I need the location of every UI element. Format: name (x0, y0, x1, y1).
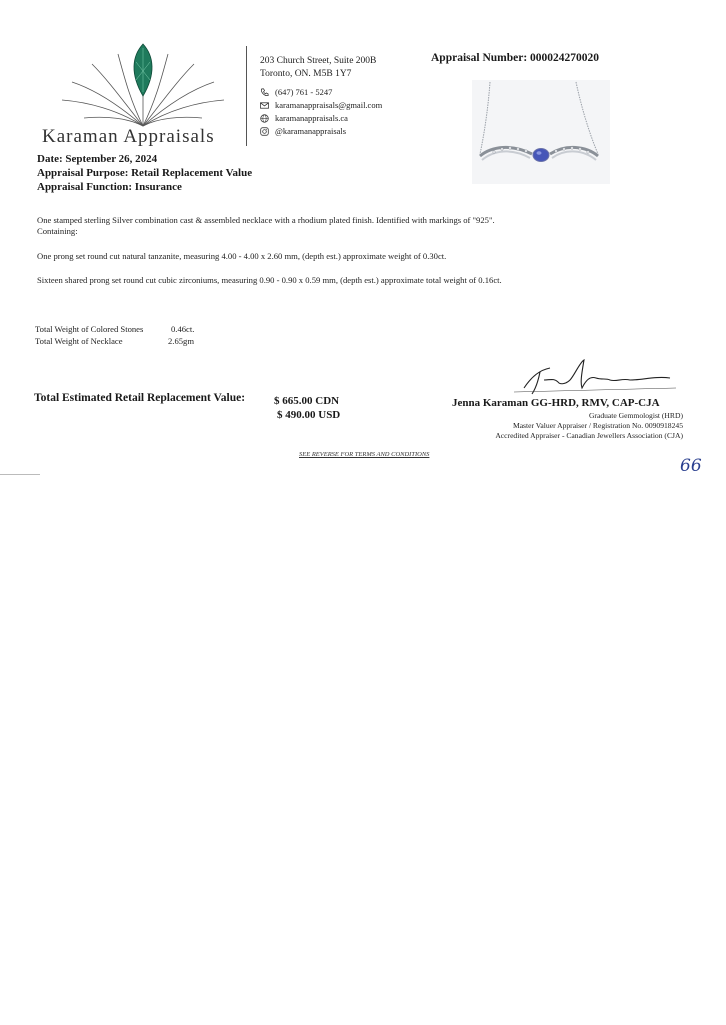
signer-title-2: Master Valuer Appraiser / Registration No. 0090918245 (512, 421, 683, 430)
appraisal-number: Appraisal Number: 000024270020 (431, 52, 600, 64)
total-value-usd: $ 490.00 USD (277, 409, 341, 421)
necklace-photo (472, 80, 610, 184)
appraisal-function: Appraisal Function: Insurance (37, 181, 182, 193)
colored-stones-weight-value: 0.46ct. (171, 324, 195, 334)
contact-phone: (647) 761 - 5247 (260, 87, 332, 97)
signer-title-1: Graduate Gemmologist (HRD) (588, 411, 683, 420)
globe-icon (260, 114, 269, 123)
contact-instagram: @karamanappraisals (260, 126, 346, 136)
total-value-label: Total Estimated Retail Replacement Value: (34, 392, 246, 404)
contact-web: karamanappraisals.ca (260, 113, 348, 123)
appraisal-date: Date: September 26, 2024 (37, 153, 158, 165)
description-line-1: One stamped sterling Silver combination cast & assembled necklace with a rhodium plated finish. Identified with markings of "925". (37, 215, 495, 225)
description-line-2: Containing: (37, 226, 78, 236)
logo-artwork (58, 40, 228, 128)
address-line-1: 203 Church Street, Suite 200B (260, 56, 377, 66)
description-line-4: Sixteen shared prong set round cut cubic zirconiums, measuring 0.90 - 0.90 x 0.59 mm, (depth est.) approximate total weight of 0.16ct. (37, 275, 502, 285)
signature (510, 358, 680, 398)
page-edge-line (0, 474, 40, 475)
contact-email: karamanappraisals@gmail.com (260, 100, 382, 110)
signer-name: Jenna Karaman GG-HRD, RMV, CAP-CJA (452, 397, 660, 409)
tanzanite-stone (533, 149, 549, 162)
handwritten-mark: 66 (680, 456, 702, 476)
necklace-weight-value: 2.65gm (168, 336, 195, 346)
terms-footer: SEE REVERSE FOR TERMS AND CONDITIONS (299, 451, 430, 458)
appraisal-purpose: Appraisal Purpose: Retail Replacement Value (37, 167, 253, 179)
description-line-3: One prong set round cut natural tanzanite, measuring 4.00 - 4.00 x 2.60 mm, (depth est.) approximate weight of 0.30ct. (37, 251, 447, 261)
brand-name: Karaman Appraisals (42, 126, 215, 147)
necklace-weight-label: Total Weight of Necklace (35, 336, 123, 346)
address-line-2: Toronto, ON. M5B 1Y7 (260, 69, 352, 79)
header-divider (246, 46, 247, 146)
email-icon (260, 101, 269, 110)
signer-title-3: Accredited Appraiser - Canadian Jewellers Association (CJA) (495, 431, 683, 440)
colored-stones-weight-label: Total Weight of Colored Stones (35, 324, 144, 334)
phone-icon (260, 88, 269, 97)
instagram-icon (260, 127, 269, 136)
total-value-cdn: $ 665.00 CDN (274, 395, 340, 407)
